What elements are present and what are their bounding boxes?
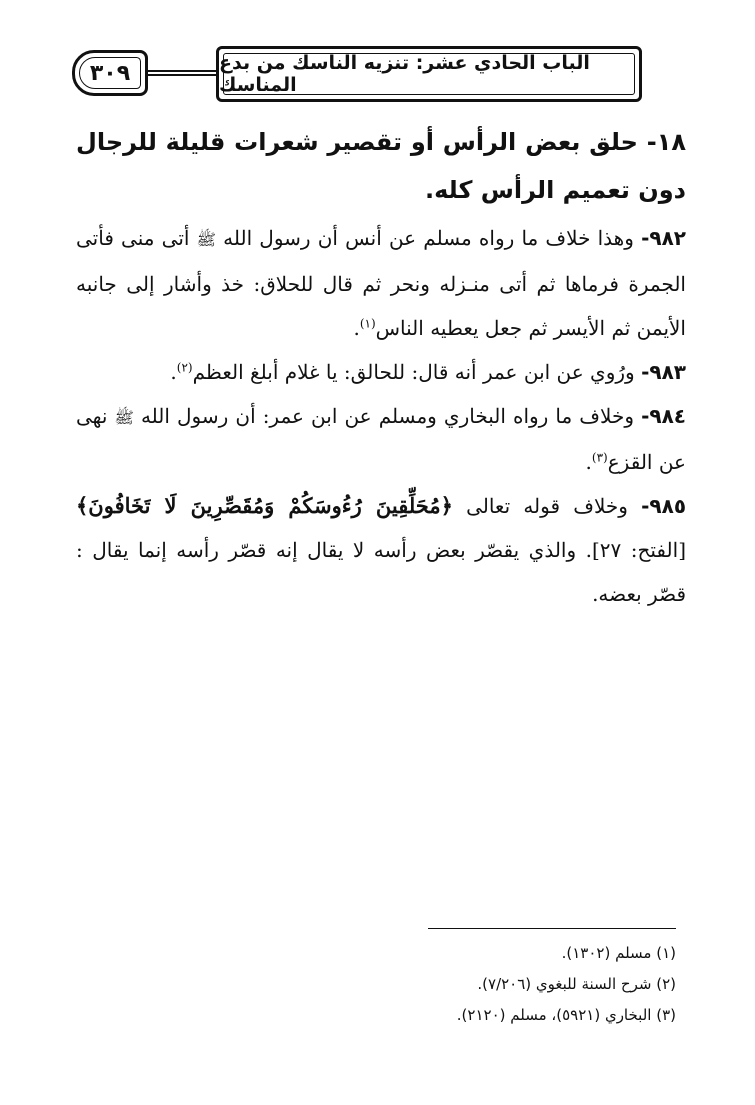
- salutation-glyph: ﷺ: [196, 230, 216, 249]
- paragraph-end: .: [353, 316, 360, 340]
- paragraph-984: [76, 394, 686, 484]
- paragraph-text-cont: نهى عن القزع: [76, 404, 686, 474]
- paragraph-text: وخلاف قوله تعالى: [466, 494, 628, 518]
- section-heading: [76, 118, 686, 214]
- quran-verse: ﴿مُحَلِّقِينَ رُءُوسَكُمْ وَمُقَصِّرِينَ لَا تَخَافُونَ﴾: [76, 493, 453, 518]
- chapter-title: الباب الحادي عشر: تنزيه الناسك من بدع المناسك: [216, 46, 642, 102]
- paragraph-text: وخلاف ما رواه البخاري ومسلم عن ابن عمر: أن رسول الله: [140, 404, 634, 428]
- paragraph-text: ورُوي عن ابن عمر أنه قال: للحالق: يا غلام أبلغ العظم: [192, 360, 635, 384]
- footnote-3: (٣) البخاري (٥٩٢١)، مسلم (٢١٢٠).: [456, 1006, 676, 1024]
- paragraph-end: .: [585, 450, 592, 474]
- heading-number: ١٨-: [646, 128, 686, 156]
- footnote-1: (١) مسلم (١٣٠٢).: [561, 944, 676, 962]
- footnote-ref: (٣): [591, 450, 608, 465]
- paragraph-number: ٩٨٣-: [641, 360, 686, 384]
- footnote-ref: (٢): [176, 360, 193, 375]
- footnote-divider: [428, 928, 676, 929]
- paragraph-985: [76, 484, 686, 616]
- footnote-2: (٢) شرح السنة للبغوي (٧/٢٠٦).: [477, 975, 676, 993]
- paragraph-number: ٩٨٤-: [641, 404, 687, 428]
- paragraph-end: .: [170, 360, 177, 384]
- paragraph-number: ٩٨٢-: [641, 226, 686, 250]
- footnote-ref: (١): [359, 316, 376, 331]
- paragraph-983: [76, 350, 686, 394]
- footnotes: [300, 938, 676, 1031]
- paragraph-text-cont: [الفتح: ٢٧]. والذي يقصّر بعض رأسه لا يقال إنه قصّر رأسه إنما يقال : قصّر بعضه.: [76, 538, 686, 606]
- salutation-glyph: ﷺ: [114, 408, 134, 427]
- page-header: [72, 46, 642, 104]
- page-body: [76, 118, 686, 616]
- paragraph-number: ٩٨٥-: [641, 494, 687, 518]
- paragraph-text-cont: أتى منى فأتى الجمرة فرماها ثم أتى منـزله ونحر ثم قال للحلاق: خذ وأشار إلى جانبه الأيمن ثم الأيسر ثم جعل يعطيه الناس: [76, 226, 686, 340]
- header-connector: [148, 70, 216, 76]
- page-number: ٣٠٩: [72, 50, 148, 96]
- paragraph-982: [76, 216, 686, 350]
- heading-text: حلق بعض الرأس أو تقصير شعرات قليلة للرجال دون تعميم الرأس كله.: [76, 128, 686, 204]
- paragraph-text: وهذا خلاف ما رواه مسلم عن أنس أن رسول الله: [223, 226, 634, 250]
